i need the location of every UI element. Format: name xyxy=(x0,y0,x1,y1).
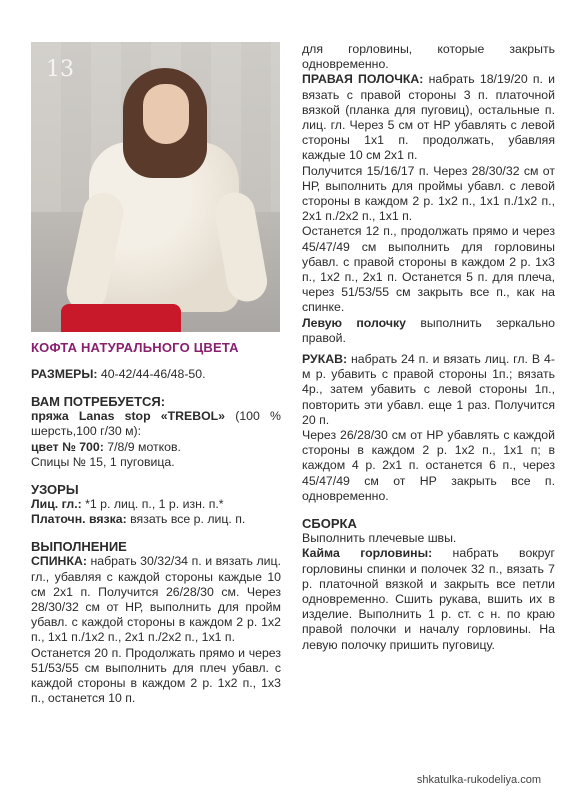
right-front-paragraph-2: Получится 15/16/17 п. Через 28/30/32 см от НР, выполнить для проймы убавл. с левой стороны в каждом 2 р. 1х2 п., 1х1 п./1х2 п., 2х1 п./2х2 п., 1х1 п. xyxy=(302,163,555,224)
execution-heading: ВЫПОЛНЕНИЕ xyxy=(31,539,127,555)
color-label: цвет № 700: xyxy=(31,439,104,454)
neck-text: набрать вокруг горловины спинки и полочек 32 п., вязать 7 р. платочной вязкой и закрыть все петли одновременно. Сшить рукава, вшить их в изделие. Выполнить 1 р. ст. с н. по краю правой полочки и началу горловины. На левую полочку пришить пуговицу. xyxy=(302,546,555,652)
right-front-paragraph xyxy=(302,72,555,163)
sizes-label: РАЗМЕРЫ: xyxy=(31,367,98,381)
sleeve-paragraph-2: Через 26/28/30 см от НР убавлять с каждой стороны в каждом 2 р. 1х2 п., 1х1 п; в каждом 4 р. 2х1 п. останется 6 п., через 45/47/49 см от НР закрыть все п. одновременно. xyxy=(302,428,555,503)
materials-heading: ВАМ ПОТРЕБУЕТСЯ: xyxy=(31,394,166,410)
photo-face xyxy=(143,84,189,144)
model-photo xyxy=(31,42,280,332)
photo-number: 13 xyxy=(46,57,74,82)
patterns-heading: УЗОРЫ xyxy=(31,482,79,498)
sleeve-label: РУКАВ: xyxy=(302,352,348,367)
pattern1-line xyxy=(31,497,281,512)
right-front-text: набрать 18/19/20 п. и вязать с правой стороны 3 п. платочной вязкой (планка для пуговиц), остальные п. лиц. гл. Через 5 см от НР убавлять с левой стороны 1х1 п. продолжать, убавляя каждые 10 см 2х1 п. xyxy=(302,72,555,163)
left-front-text: выполнить зеркально правой. xyxy=(302,315,555,345)
left-front-paragraph xyxy=(302,316,555,346)
sizes-line xyxy=(31,367,281,382)
pattern2-value: вязать все р. лиц. п. xyxy=(126,512,246,527)
right-column xyxy=(302,42,555,653)
neck-label: Кайма горловины: xyxy=(302,546,433,561)
right-front-paragraph-3: Останется 12 п., продолжать прямо и через 45/47/49 см выполнить для горловины убавл. с правой стороны в каждом 2 р. 1х3 п., 1х2 п., 2х1 п. Останется 5 п. для плеча, через 51/53/55 см закрыть все п., как на спинке. xyxy=(302,224,555,315)
pattern1-value: *1 р. лиц. п., 1 р. изн. п.* xyxy=(81,497,224,512)
pattern2-line xyxy=(31,512,281,527)
article-title: КОФТА НАТУРАЛЬНОГО ЦВЕТА xyxy=(31,340,239,355)
neck-paragraph xyxy=(302,546,555,652)
continued-text: для горловины, которые закрыть одновременно. xyxy=(302,42,555,72)
sleeve-text: набрать 24 п. и вязать лиц. гл. В 4-м р. убавить с правой стороны 1п.; вязать 4р., затем убавить с левой стороны 1п., повторить эти убавл. еще 1 раз. Получится 20 п. xyxy=(302,352,555,427)
back-text: набрать 30/32/34 п. и вязать лиц. гл., убавляя с каждой стороны каждые 10 см 2х1 п. Получится 26/28/30 см. Через 28/30/32 см от НР, выполнить для пройм убавл. с каждой стороны в каждом 2 р. 1х2 п., 1х1 п./1х2 п., 2х1 п./2х2 п., 1х1 п. xyxy=(31,554,281,645)
yarn-line xyxy=(31,409,281,439)
yarn-value: (100 % шерсть,100 г/30 м): xyxy=(31,409,281,439)
back-paragraph-2: Останется 20 п. Продолжать прямо и через 51/53/55 см выполнить для плеч убавл. с каждой стороны в каждом 2 р. 1х2 п., 1х3 п., останется 10 п. xyxy=(31,645,281,706)
photo-red-seat xyxy=(61,304,181,332)
back-label: СПИНКА: xyxy=(31,554,87,569)
needles-line: Спицы № 15, 1 пуговица. xyxy=(31,454,175,469)
site-watermark: shkatulka-rukodeliya.com xyxy=(416,774,541,786)
assembly-heading: СБОРКА xyxy=(302,516,357,532)
yarn-label: пряжа Lanas stop «TREBOL» xyxy=(31,409,226,424)
pattern1-label: Лиц. гл.: xyxy=(31,497,82,512)
back-paragraph xyxy=(31,554,281,645)
pattern2-label: Платочн. вязка: xyxy=(31,512,127,527)
assembly-text: Выполнить плечевые швы. xyxy=(302,531,457,546)
left-column xyxy=(31,340,281,706)
color-value: 7/8/9 мотков. xyxy=(103,439,181,454)
right-front-label: ПРАВАЯ ПОЛОЧКА: xyxy=(302,72,424,87)
color-line xyxy=(31,440,281,455)
sleeve-paragraph xyxy=(302,352,555,428)
left-front-label: Левую полочку xyxy=(302,315,406,330)
sizes-value: 40-42/44-46/48-50. xyxy=(97,367,206,381)
